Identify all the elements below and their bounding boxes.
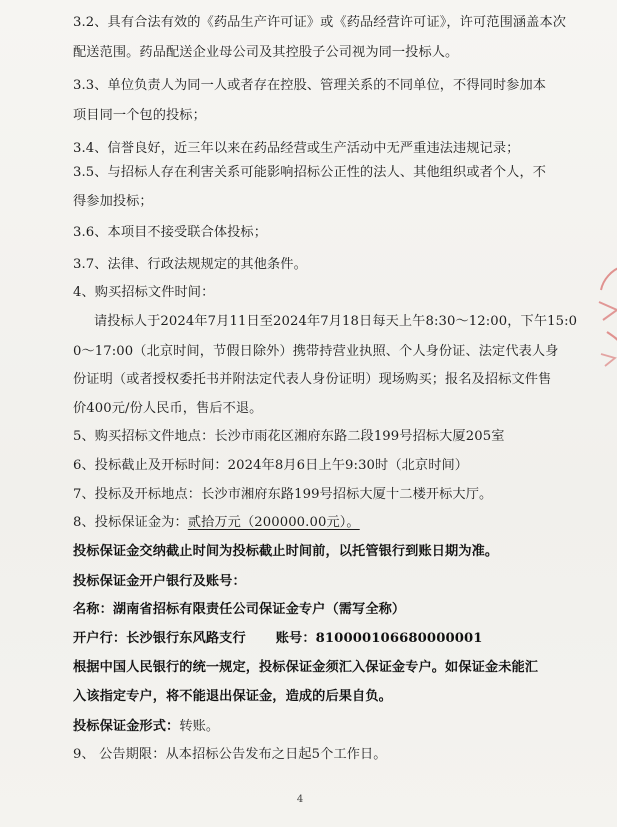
clause-3-3-line-1: 3.3、单位负责人为同一人或者存在控股、管理关系的不同单位，不得同时参加本 [73, 78, 547, 93]
deposit-label: 8、投标保证金为： [73, 515, 188, 530]
section-8-deposit [73, 514, 360, 532]
clause-3-2-line-2: 配送范围。药品配送企业母公司及其控股子公司视为同一投标人。 [73, 45, 459, 60]
deposit-account-number: 账号：810000106680000001 [275, 631, 483, 646]
purchase-time-line-4: 价400元/份人民币，售后不退。 [73, 401, 263, 416]
deposit-bank-info [73, 630, 483, 648]
clause-3-5-line-1: 3.5、与招标人存在利害关系可能影响招标公正性的法人、其他组织或者个人，不 [73, 165, 547, 180]
section-9-notice-period: 9、 公告期限：从本招标公告发布之日起5个工作日。 [73, 747, 387, 762]
clause-3-6: 3.6、本项目不接受联合体投标； [73, 225, 268, 240]
deposit-rule-line-1: 根据中国人民银行的统一规定，投标保证金须汇入保证金专户。如保证金未能汇 [73, 660, 539, 675]
clause-3-7: 3.7、法律、行政法规规定的其他条件。 [73, 257, 307, 272]
deposit-account-name: 名称：湖南省招标有限责任公司保证金专户（需写全称） [73, 602, 406, 617]
deposit-deadline-note: 投标保证金交纳截止时间为投标截止时间前，以托管银行到账日期为准。 [73, 544, 499, 559]
deposit-bank-branch: 开户行：长沙银行东风路支行 [73, 631, 246, 646]
section-6-deadline: 6、投标截止及开标时间：2024年8月6日上午9:30时（北京时间） [73, 458, 469, 473]
purchase-time-line-3: 份证明（或者授权委托书并附法定代表人身份证明）现场购买；报名及招标文件售 [73, 372, 552, 387]
purchase-time-line-1: 请投标人于2024年7月11日至2024年7月18日每天上午8:30～12:00，下午15:0 [94, 314, 578, 329]
red-seal-fragment [593, 262, 617, 372]
purchase-time-line-2: 0～17:00（北京时间，节假日除外）携带持营业执照、个人身份证、法定代表人身 [73, 344, 559, 359]
clause-3-3-line-2: 项目同一个包的投标； [73, 108, 206, 123]
deposit-form [73, 718, 219, 736]
section-4-heading: 4、购买招标文件时间： [73, 285, 215, 300]
clause-3-4: 3.4、信誉良好，近三年以来在药品经营或生产活动中无严重违法违规记录； [73, 141, 520, 156]
clause-3-5-line-2: 得参加投标； [73, 194, 153, 209]
deposit-rule-line-2: 入该指定专户，将不能退出保证金，造成的后果自负。 [73, 689, 392, 704]
section-7-venue: 7、投标及开标地点：长沙市湘府东路199号招标大厦十二楼开标大厅。 [73, 487, 493, 502]
page-number: 4 [296, 794, 304, 805]
deposit-form-label: 投标保证金形式： [73, 719, 180, 734]
section-5-location: 5、购买招标文件地点：长沙市雨花区湘府东路二段199号招标大厦205室 [73, 429, 505, 444]
deposit-form-value: 转账。 [179, 719, 220, 734]
clause-3-2-line-1: 3.2、具有合法有效的《药品生产许可证》或《药品经营许可证》，许可范围涵盖本次 [73, 15, 567, 30]
deposit-bank-heading: 投标保证金开户银行及账号： [73, 574, 246, 589]
deposit-amount: 贰拾万元（200000.00元）。 [187, 515, 360, 530]
